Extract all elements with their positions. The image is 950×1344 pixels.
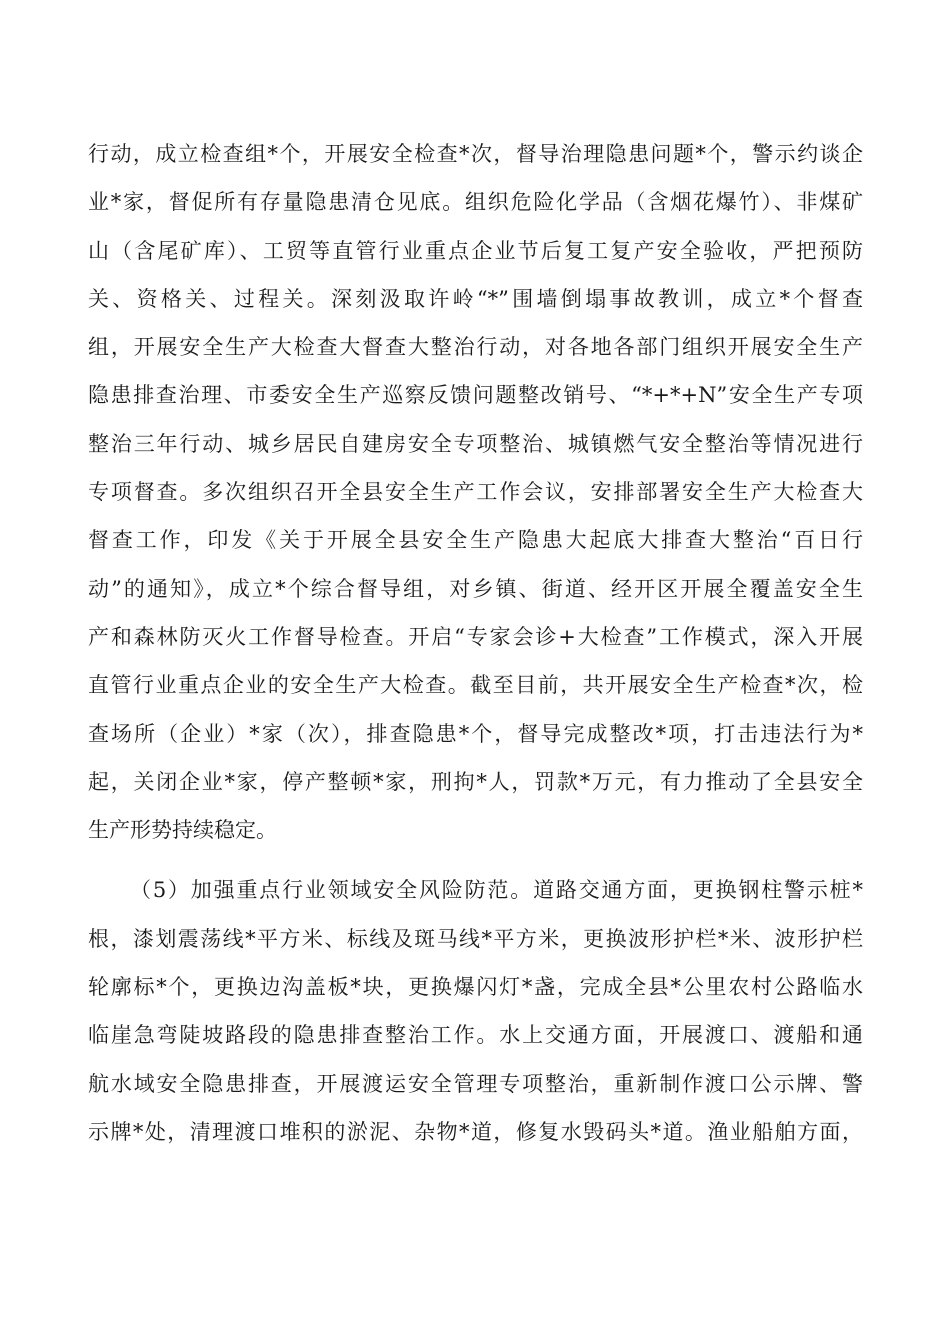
text-line: 督查工作，印发《关于开展全县安全生产隐患大起底大排查大整治“百日行 <box>88 528 863 553</box>
text-line: 起，关闭企业*家，停产整顿*家，刑拘*人，罚款*万元，有力推动了全县安全 <box>88 769 863 794</box>
text-line: 动”的通知》，成立*个综合督导组，对乡镇、街道、经开区开展全覆盖安全生 <box>88 576 863 601</box>
text-line: 隐患排查治理、市委安全生产巡察反馈问题整改销号、“*+*+N”安全生产专项 <box>88 383 863 408</box>
text-line: 生产形势持续稳定。 <box>88 818 277 843</box>
text-line: 直管行业重点企业的安全生产大检查。截至目前，共开展安全生产检查*次，检 <box>88 673 863 698</box>
text-line: 产和森林防灭火工作督导检查。开启“专家会诊+大检查”工作模式，深入开展 <box>88 624 863 649</box>
body-text <box>88 130 863 1156</box>
text-line: 专项督查。多次组织召开全县安全生产工作会议，安排部署安全生产大检查大 <box>88 480 863 505</box>
paragraph-safety-inspection <box>88 130 863 854</box>
text-line: 组，开展安全生产大检查大督查大整治行动，对各地各部门组织开展安全生产 <box>88 335 863 360</box>
text-line: 业*家，督促所有存量隐患清仓见底。组织危险化学品（含烟花爆竹）、非煤矿 <box>88 190 863 215</box>
paragraph-risk-prevention <box>88 866 863 1156</box>
text-line: 示牌*处，清理渡口堆积的淤泥、杂物*道，修复水毁码头*道。渔业船舶方面， <box>88 1119 863 1144</box>
text-line: 山（含尾矿库）、工贸等直管行业重点企业节后复工复产安全验收，严把预防 <box>88 238 863 263</box>
text-line: 轮廓标*个，更换边沟盖板*块，更换爆闪灯*盏，完成全县*公里农村公路临水 <box>88 975 863 1000</box>
text-line: 临崖急弯陡坡路段的隐患排查整治工作。水上交通方面，开展渡口、渡船和通 <box>88 1023 863 1048</box>
text-line: 查场所（企业）*家（次），排查隐患*个，督导完成整改*项，打击违法行为* <box>88 721 863 746</box>
text-line: 行动，成立检查组*个，开展安全检查*次，督导治理隐患问题*个，警示约谈企 <box>88 142 863 166</box>
paragraph-spacer <box>88 854 863 866</box>
text-line: 航水域安全隐患排查，开展渡运安全管理专项整治，重新制作渡口公示牌、警 <box>88 1071 863 1096</box>
text-line: 关、资格关、过程关。深刻汲取许岭“*”围墙倒塌事故教训，成立*个督查 <box>88 286 863 311</box>
text-line: 根，漆划震荡线*平方米、标线及斑马线*平方米，更换波形护栏*米、波形护栏 <box>88 926 863 951</box>
text-line: （5）加强重点行业领域安全风险防范。道路交通方面，更换钢柱警示桩* <box>130 878 863 903</box>
text-line: 整治三年行动、城乡居民自建房安全专项整治、城镇燃气安全整治等情况进行 <box>88 431 863 456</box>
